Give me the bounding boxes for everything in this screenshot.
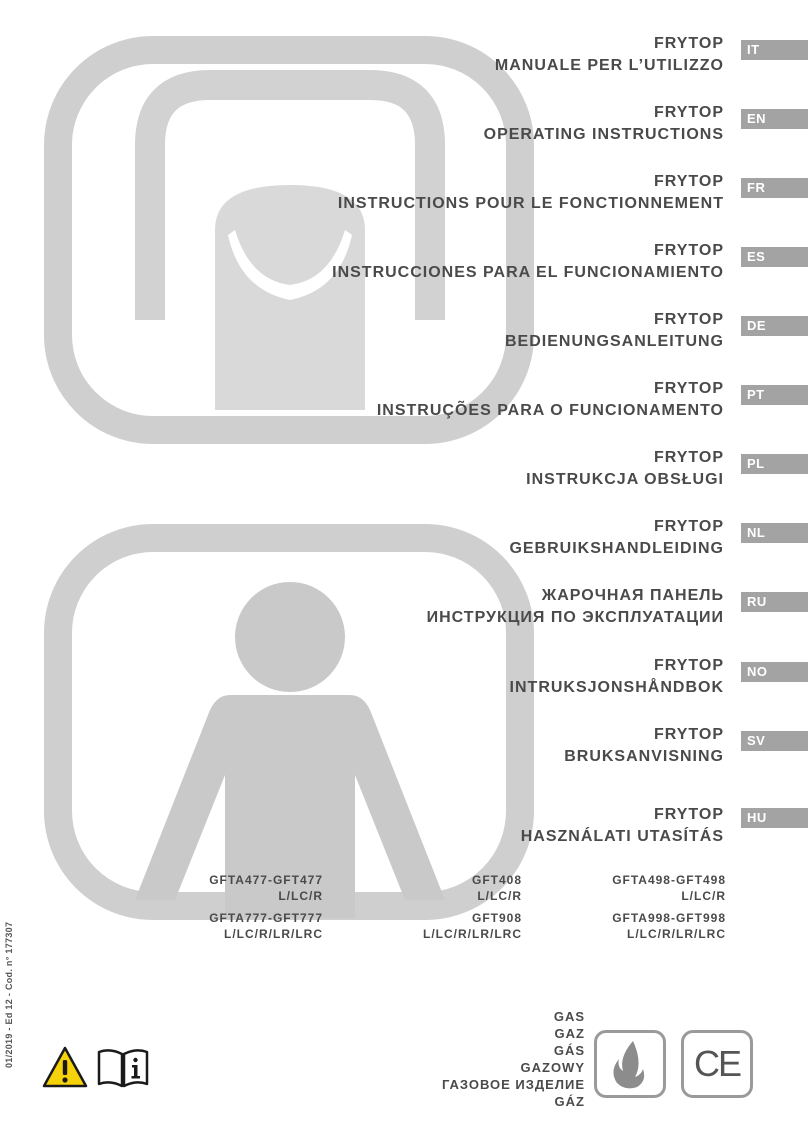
manual-title: INTRUKSJONSHÅNDBOK bbox=[509, 679, 724, 696]
model-variants: L/LC/R bbox=[681, 889, 726, 903]
lang-block-it bbox=[495, 33, 724, 77]
gas-label: GAZOWY bbox=[520, 1060, 585, 1075]
document-code: 01/2019 - Ed 12 - Cod. n° 177307 bbox=[4, 921, 14, 1068]
lang-tag-sv: SV bbox=[741, 731, 808, 751]
gas-label: GAS bbox=[553, 1009, 585, 1024]
model-name: GFTA498-GFT498 bbox=[612, 873, 726, 887]
model-col2-row1 bbox=[472, 872, 522, 904]
manual-title: OPERATING INSTRUCTIONS bbox=[483, 126, 724, 143]
model-name: GFTA477-GFT477 bbox=[209, 873, 323, 887]
lang-block-nl bbox=[509, 516, 724, 560]
lang-block-pl bbox=[526, 447, 724, 491]
product-name: FRYTOP bbox=[653, 657, 724, 674]
lang-tag-no: NO bbox=[741, 662, 808, 682]
product-name: FRYTOP bbox=[653, 380, 724, 397]
product-name: FRYTOP bbox=[653, 173, 724, 190]
manual-title: INSTRUCTIONS POUR LE FONCTIONNEMENT bbox=[337, 195, 724, 212]
manual-title: HASZNÁLATI UTASÍTÁS bbox=[520, 828, 724, 845]
model-name: GFT408 bbox=[471, 873, 522, 887]
model-name: GFTA998-GFT998 bbox=[612, 911, 726, 925]
lang-block-es bbox=[332, 240, 724, 284]
product-name: FRYTOP bbox=[653, 726, 724, 743]
manual-title: MANUALE PER L’UTILIZZO bbox=[494, 57, 724, 74]
lang-tag-fr: FR bbox=[741, 178, 808, 198]
gas-labels bbox=[442, 1008, 585, 1110]
lang-block-ru bbox=[427, 585, 724, 629]
lang-block-pt bbox=[377, 378, 724, 422]
lang-block-hu bbox=[521, 804, 724, 848]
model-col3-row1 bbox=[612, 872, 726, 904]
model-name: GFTA777-GFT777 bbox=[209, 911, 323, 925]
gas-label: ГАЗОВОЕ ИЗДЕЛИЕ bbox=[441, 1077, 585, 1092]
manual-title: GEBRUIKSHANDLEIDING bbox=[509, 540, 724, 557]
manual-title: BEDIENUNGSANLEITUNG bbox=[504, 333, 724, 350]
gas-label: GAZ bbox=[554, 1026, 585, 1041]
warning-icon bbox=[42, 1046, 88, 1088]
lang-tag-es: ES bbox=[741, 247, 808, 267]
lang-tag-it: IT bbox=[741, 40, 808, 60]
lang-tag-ru: RU bbox=[741, 592, 808, 612]
model-name: GFT908 bbox=[471, 911, 522, 925]
product-name: FRYTOP bbox=[653, 35, 724, 52]
manual-title: BRUKSANVISNING bbox=[564, 748, 724, 765]
manual-title: ИНСТРУКЦИЯ ПО ЭКСПЛУАТАЦИИ bbox=[426, 609, 724, 626]
model-variants: L/LC/R/LR/LRC bbox=[627, 927, 726, 941]
product-name: FRYTOP bbox=[653, 518, 724, 535]
model-col1-row2 bbox=[209, 910, 323, 942]
manual-title: INSTRUCCIONES PARA EL FUNCIONAMIENTO bbox=[332, 264, 724, 281]
manual-title: INSTRUKCJA OBSŁUGI bbox=[526, 471, 724, 488]
ce-mark: CE bbox=[693, 1043, 740, 1084]
lang-block-en bbox=[484, 102, 724, 146]
bottom-figure-head bbox=[235, 582, 345, 692]
model-variants: L/LC/R/LR/LRC bbox=[224, 927, 323, 941]
lang-tag-en: EN bbox=[741, 109, 808, 129]
model-variants: L/LC/R bbox=[477, 889, 522, 903]
lang-block-no bbox=[510, 655, 724, 699]
lang-tag-pt: PT bbox=[741, 385, 808, 405]
model-col1-row1 bbox=[209, 872, 323, 904]
manual-title: INSTRUÇÕES PARA O FUNCIONAMENTO bbox=[376, 402, 724, 419]
product-name: FRYTOP bbox=[653, 311, 724, 328]
product-name: FRYTOP bbox=[653, 806, 724, 823]
lang-tag-nl: NL bbox=[741, 523, 808, 543]
lang-block-fr bbox=[338, 171, 724, 215]
flame-icon bbox=[597, 1033, 663, 1095]
model-variants: L/LC/R/LR/LRC bbox=[423, 927, 522, 941]
lang-tag-de: DE bbox=[741, 316, 808, 336]
gas-label: GÁZ bbox=[554, 1094, 585, 1109]
lang-tag-pl: PL bbox=[741, 454, 808, 474]
product-name: ЖАРОЧНАЯ ПАНЕЛЬ bbox=[541, 587, 724, 604]
product-name: FRYTOP bbox=[653, 242, 724, 259]
read-manual-icon bbox=[96, 1046, 150, 1088]
lang-block-de bbox=[505, 309, 724, 353]
ce-mark-badge bbox=[681, 1030, 753, 1098]
product-name: FRYTOP bbox=[653, 449, 724, 466]
gas-flame-badge bbox=[594, 1030, 666, 1098]
model-col2-row2 bbox=[423, 910, 522, 942]
lang-block-sv bbox=[564, 724, 724, 768]
model-variants: L/LC/R bbox=[278, 889, 323, 903]
gas-label: GÁS bbox=[553, 1043, 585, 1058]
model-col3-row2 bbox=[612, 910, 726, 942]
product-name: FRYTOP bbox=[653, 104, 724, 121]
lang-tag-hu: HU bbox=[741, 808, 808, 828]
